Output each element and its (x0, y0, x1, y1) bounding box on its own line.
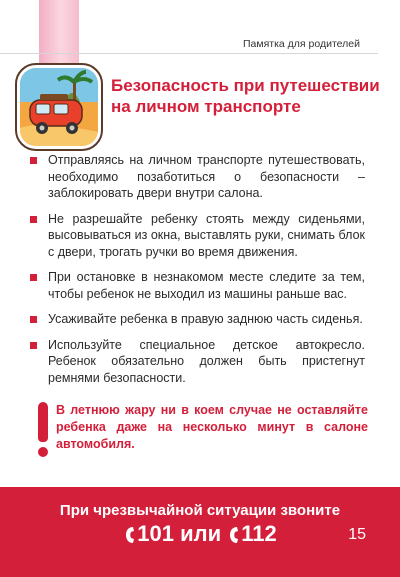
list-item (30, 269, 365, 302)
bullet-list (30, 152, 365, 395)
section-title: Безопасность при путешествии на личном транспорте (111, 76, 380, 116)
emergency-call-label: При чрезвычайной ситуации звоните (59, 502, 341, 519)
emergency-number-112: 112 (241, 521, 277, 546)
or-word: или (180, 521, 222, 546)
list-item-text: Отправляясь на личном транспорте путешествовать, необходимо позаботиться о безопасности – заблокировать двери внутри салона. (48, 153, 365, 200)
exclamation-icon (38, 402, 48, 442)
list-item-text: Усаживайте ребенка в правую заднюю часть сиденья. (48, 312, 363, 326)
emergency-footer (0, 487, 400, 577)
phone-icon (228, 525, 240, 545)
page-number: 15 (348, 526, 366, 543)
page-header: Памятка для родителей (243, 38, 360, 50)
list-item-text: Используйте специальное детское автокресло. Ребенок обязательно должен быть пристегнут ремнями безопасности. (48, 337, 365, 385)
car-logo-icon (14, 62, 104, 152)
list-item (30, 211, 365, 261)
list-item (30, 337, 365, 387)
bullet-square-icon (30, 216, 37, 223)
list-item-text: Не разрешайте ребенку стоять между сиденьями, высовываться из окна, выставлять руки, снимать блок с двери, трогать ручки во время движения. (48, 211, 365, 259)
header-divider (0, 53, 378, 54)
exclamation-dot (38, 447, 48, 457)
bullet-square-icon (30, 342, 37, 349)
list-item (30, 311, 365, 328)
bullet-square-icon (30, 274, 37, 281)
emergency-numbers (0, 521, 400, 547)
list-item (30, 152, 365, 202)
bullet-square-icon (30, 157, 37, 164)
emergency-number-101: 101 (137, 521, 174, 546)
bullet-square-icon (30, 316, 37, 323)
warning-text: В летнюю жару ни в коем случае не оставляйте ребенка даже на несколько минут в салоне автомобиля. (56, 403, 368, 451)
phone-icon (124, 525, 136, 545)
warning-block (30, 398, 370, 460)
list-item-text: При остановке в незнакомом месте следите за тем, чтобы ребенок не выходил из машины раньше вас. (48, 270, 365, 301)
